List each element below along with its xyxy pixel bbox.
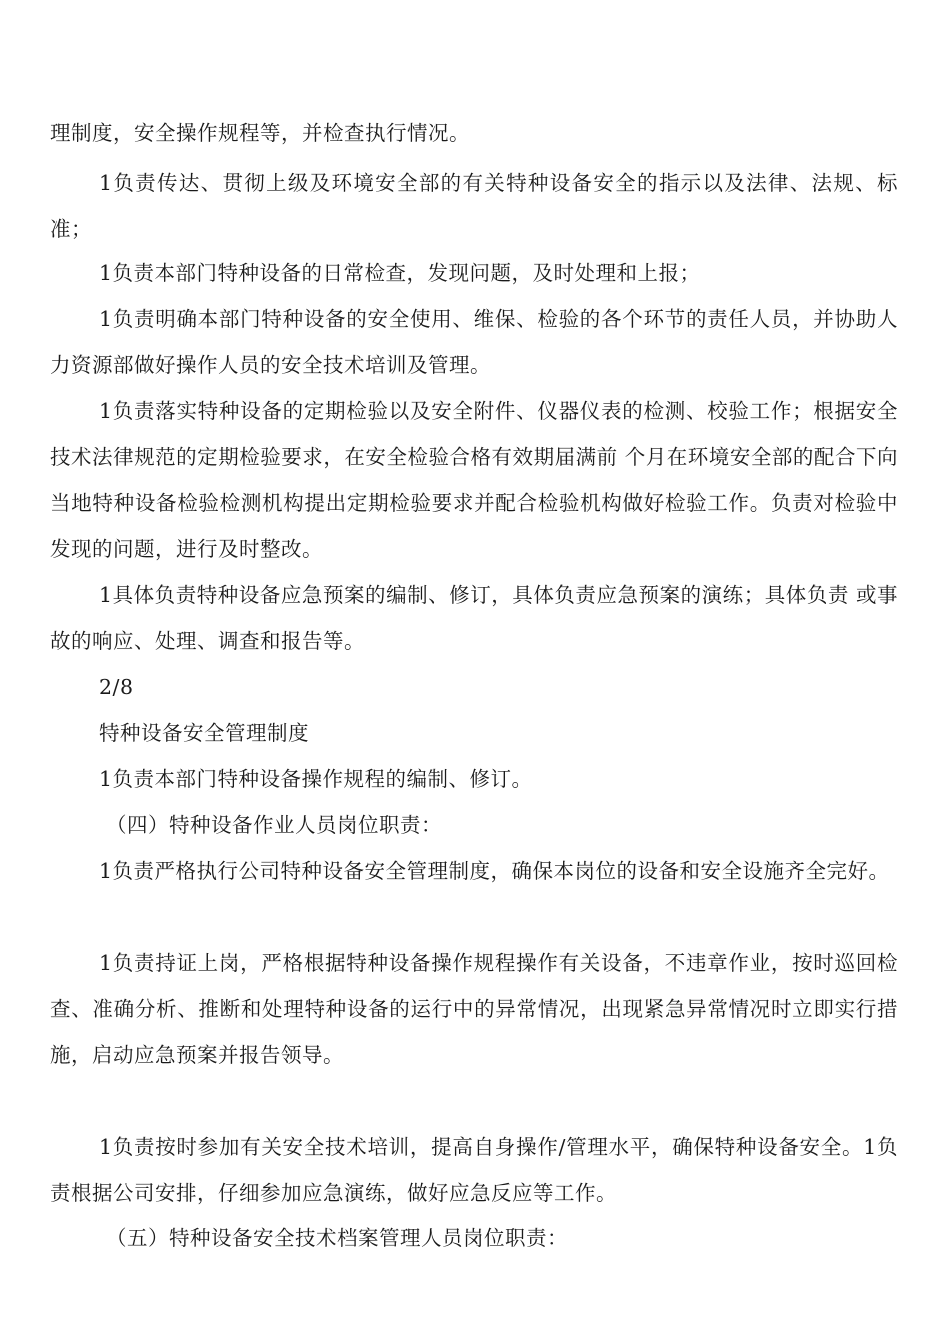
paragraph-duty-emergency-plan: 1具体负责特种设备应急预案的编制、修订，具体负责应急预案的演练；具体负责 或事故的响应、处理、调查和报告等。 <box>50 583 898 653</box>
document-title: 特种设备安全管理制度 <box>99 721 309 745</box>
paragraph-continuation: 理制度，安全操作规程等，并检查执行情况。 <box>50 121 470 145</box>
paragraph-duty-responsibility: 1负责明确本部门特种设备的安全使用、维保、检验的各个环节的责任人员，并协助人力资源部做好操作人员的安全技术培训及管理。 <box>50 307 898 377</box>
section-heading-operators: （四）特种设备作业人员岗位职责： <box>106 813 442 837</box>
section-heading-archive-managers: （五）特种设备安全技术档案管理人员岗位职责： <box>106 1226 568 1250</box>
page-number: 2/8 <box>99 675 134 699</box>
paragraph-duty-transmit: 1负责传达、贯彻上级及环境安全部的有关特种设备安全的指示以及法律、法规、标准； <box>50 171 898 241</box>
paragraph-operator-duty-training: 1负责按时参加有关安全技术培训，提高自身操作/管理水平，确保特种设备安全。1负责根据公司安排，仔细参加应急演练，做好应急反应等工作。 <box>50 1135 898 1205</box>
paragraph-operator-duty-execute: 1负责严格执行公司特种设备安全管理制度，确保本岗位的设备和安全设施齐全完好。 <box>99 859 890 883</box>
paragraph-duty-procedures: 1负责本部门特种设备操作规程的编制、修订。 <box>99 767 533 791</box>
paragraph-duty-periodic-inspection: 1负责落实特种设备的定期检验以及安全附件、仪器仪表的检测、校验工作；根据安全技术法律规范的定期检验要求，在安全检验合格有效期届满前 个月在环境安全部的配合下向当地特种设备检验检测机构提出定期检验要求并配合检验机构做好检验工作。负责对检验中发现的问题，进行及时整改。 <box>50 399 898 561</box>
paragraph-duty-inspection: 1负责本部门特种设备的日常检查，发现问题，及时处理和上报； <box>99 261 701 285</box>
paragraph-operator-duty-certified: 1负责持证上岗，严格根据特种设备操作规程操作有关设备，不违章作业，按时巡回检查、准确分析、推断和处理特种设备的运行中的异常情况，出现紧急异常情况时立即实行措施，启动应急预案并报告领导。 <box>50 951 898 1067</box>
